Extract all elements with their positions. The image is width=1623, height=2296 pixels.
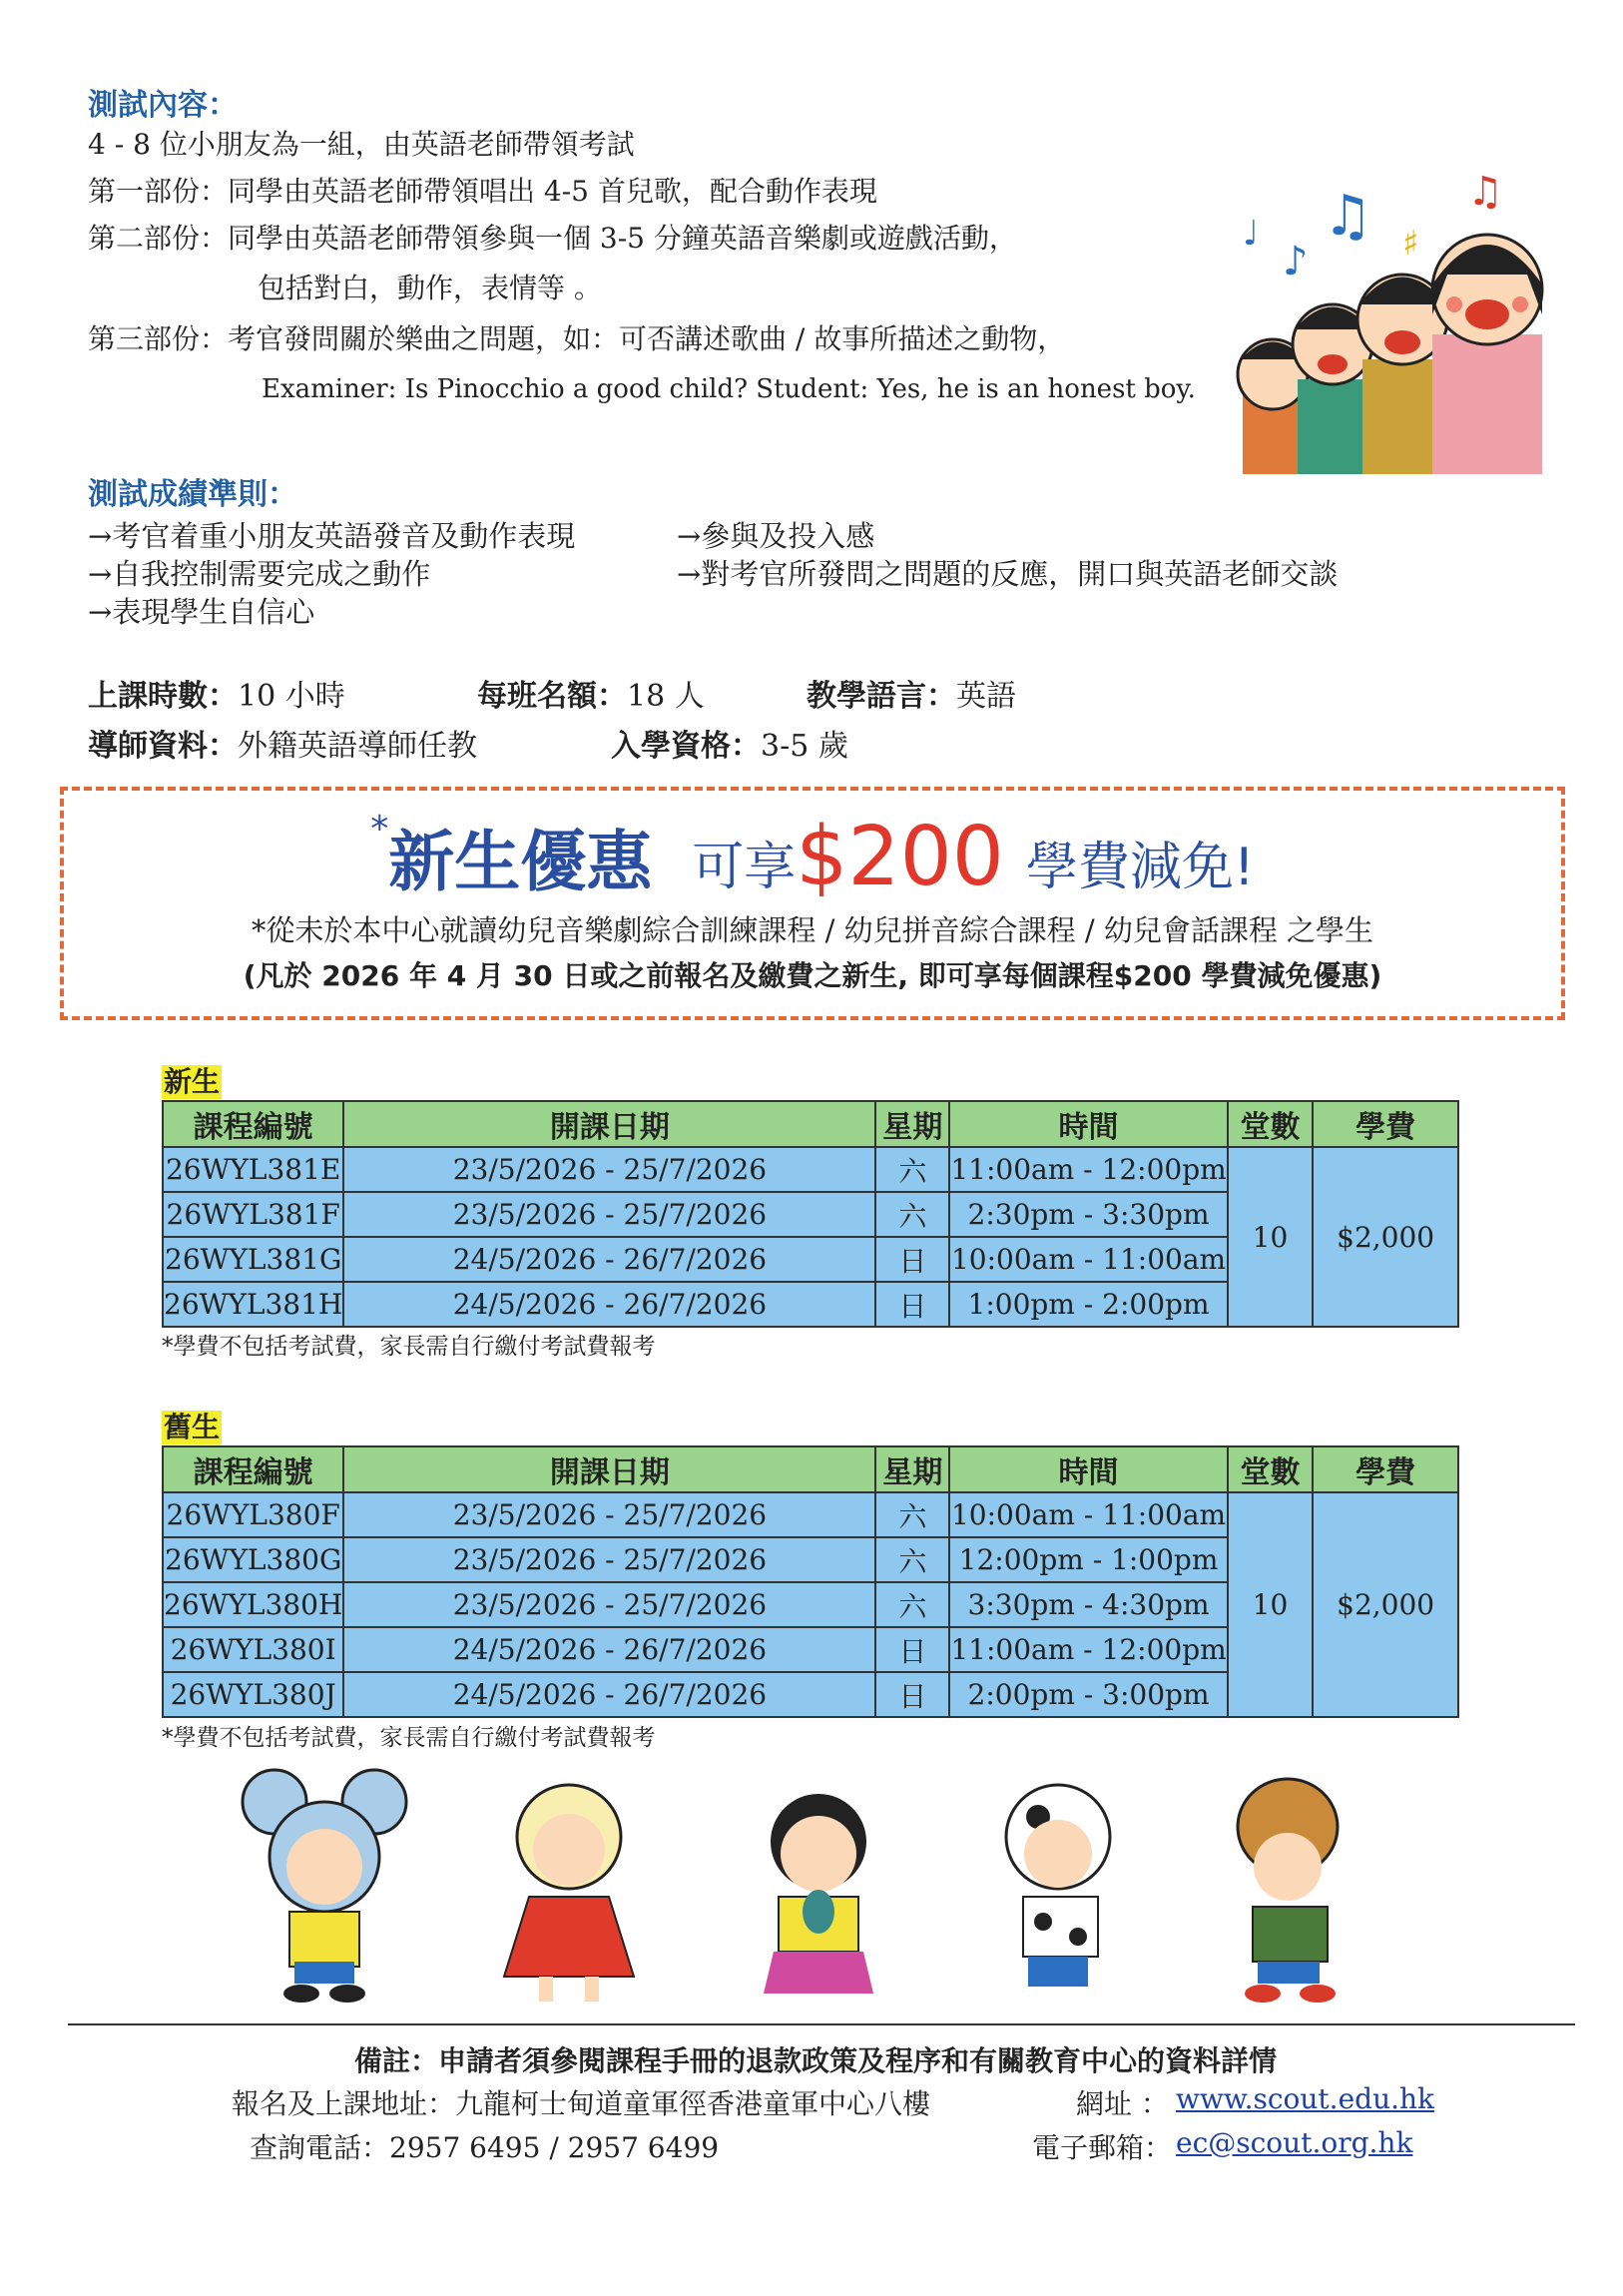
test-content-heading: 測試內容： <box>88 88 238 123</box>
age-info: 入學資格：3-5 歲 <box>611 729 848 764</box>
column-header: 時間 <box>949 1101 1227 1147</box>
course-time: 1:00pm - 2:00pm <box>949 1282 1227 1327</box>
course-time: 3:30pm - 4:30pm <box>949 1582 1227 1627</box>
course-dates: 23/5/2026 - 25/7/2026 <box>343 1582 875 1627</box>
fee-note: *學費不包括考試費，家長需自行繳付考試費報考 <box>162 1334 656 1360</box>
course-dates: 23/5/2026 - 25/7/2026 <box>343 1537 875 1582</box>
course-day: 日 <box>875 1282 949 1327</box>
column-header: 星期 <box>875 1101 949 1147</box>
course-dates: 24/5/2026 - 26/7/2026 <box>343 1672 875 1717</box>
column-header: 堂數 <box>1228 1446 1314 1492</box>
course-dates: 24/5/2026 - 26/7/2026 <box>343 1237 875 1282</box>
new-students-table <box>162 1100 1459 1328</box>
promo-subtitle: *從未於本中心就讀幼兒音樂劇綜合訓練課程 / 幼兒拼音綜合課程 / 幼兒會話課程 之學生 <box>251 913 1374 947</box>
course-code: 26WYL380H <box>163 1582 343 1627</box>
course-code: 26WYL381G <box>163 1237 343 1282</box>
course-dates: 24/5/2026 - 26/7/2026 <box>343 1282 875 1327</box>
sheep-costume-child <box>504 1785 634 2002</box>
test-part3: 第三部份：考官發問關於樂曲之問題，如：可否講述歌曲 / 故事所描述之動物， <box>88 322 1066 355</box>
footer-phone: 查詢電話：2957 6495 / 2957 6499 <box>250 2131 720 2164</box>
course-code: 26WYL380I <box>163 1627 343 1672</box>
table-row <box>163 1492 1458 1537</box>
criteria-item: →表現學生自信心 <box>88 595 315 629</box>
email-link[interactable]: ec@scout.org.hk <box>1176 2126 1413 2159</box>
promo-box <box>60 787 1565 1020</box>
penguin-puppet-child <box>764 1794 873 1994</box>
column-header: 時間 <box>949 1446 1227 1492</box>
sharp-icon: ♯ <box>1402 224 1419 264</box>
course-time: 2:00pm - 3:00pm <box>949 1672 1227 1717</box>
footer-divider <box>68 2023 1575 2025</box>
promo-note: (凡於 2026 年 4 月 30 日或之前報名及繳費之新生, 即可享每個課程$200 學費減免優惠) <box>243 959 1382 992</box>
course-dates: 23/5/2026 - 25/7/2026 <box>343 1147 875 1192</box>
course-code: 26WYL381F <box>163 1192 343 1237</box>
course-time: 10:00am - 11:00am <box>949 1492 1227 1537</box>
music-note-icon: ♫ <box>1467 169 1503 215</box>
course-day: 六 <box>875 1492 949 1537</box>
course-code: 26WYL381H <box>163 1282 343 1327</box>
course-code: 26WYL380J <box>163 1672 343 1717</box>
course-day: 六 <box>875 1192 949 1237</box>
course-time: 11:00am - 12:00pm <box>949 1627 1227 1672</box>
test-part1: 第一部份：同學由英語老師帶領唱出 4-5 首兒歌，配合動作表現 <box>88 175 877 208</box>
mouse-costume-child <box>243 1770 406 2003</box>
column-header: 開課日期 <box>343 1101 875 1147</box>
horse-costume-child <box>1238 1779 1338 2003</box>
column-header: 堂數 <box>1228 1101 1314 1147</box>
email-label: 電子郵箱： <box>1032 2131 1173 2164</box>
hours-info: 上課時數：10 小時 <box>88 679 345 714</box>
website-link[interactable]: www.scout.edu.hk <box>1176 2082 1434 2115</box>
course-code: 26WYL380G <box>163 1537 343 1582</box>
column-header: 開課日期 <box>343 1446 875 1492</box>
cow-costume-child <box>1006 1785 1110 1987</box>
music-note-icon: ♫ <box>1323 184 1373 249</box>
criteria-heading: 測試成績準則： <box>88 477 297 512</box>
table-row <box>163 1147 1458 1192</box>
table-header-row <box>163 1101 1458 1147</box>
course-code: 26WYL380F <box>163 1492 343 1537</box>
old-students-table <box>162 1445 1459 1718</box>
criteria-item: →對考官所發問之問題的反應，開口與英語老師交談 <box>677 557 1339 591</box>
quota-info: 每班名額：18 人 <box>477 679 705 714</box>
course-dates: 23/5/2026 - 25/7/2026 <box>343 1492 875 1537</box>
singing-children-illustration <box>1223 165 1552 474</box>
course-fee: $2,000 <box>1313 1147 1458 1327</box>
fee-note: *學費不包括考試費，家長需自行繳付考試費報考 <box>162 1725 656 1751</box>
music-note-icon: ♩ <box>1243 214 1260 254</box>
course-time: 12:00pm - 1:00pm <box>949 1537 1227 1582</box>
column-header: 課程編號 <box>163 1101 343 1147</box>
test-part2-cont: 包括對白，動作，表情等 。 <box>258 272 602 304</box>
column-header: 課程編號 <box>163 1446 343 1492</box>
test-part3-example: Examiner: Is Pinocchio a good child? Student: Yes, he is an honest boy. <box>262 374 1196 404</box>
footer-remark: 備註：申請者須參閱課程手冊的退款政策及程序和有關教育中心的資料詳情 <box>354 2044 1278 2077</box>
criteria-item: →參與及投入感 <box>677 519 875 553</box>
lesson-count: 10 <box>1228 1492 1314 1717</box>
lesson-count: 10 <box>1228 1147 1314 1327</box>
music-note-icon: ♪ <box>1283 239 1309 285</box>
course-day: 日 <box>875 1237 949 1282</box>
footer-address: 報名及上課地址：九龍柯士甸道童軍徑香港童軍中心八樓 <box>232 2087 931 2120</box>
tutor-info: 導師資料：外籍英語導師任教 <box>88 729 477 764</box>
course-time: 10:00am - 11:00am <box>949 1237 1227 1282</box>
criteria-item: →自我控制需要完成之動作 <box>88 557 431 591</box>
test-part2: 第二部份：同學由英語老師帶領參與一個 3-5 分鐘英語音樂劇或遊戲活動， <box>88 222 1017 255</box>
criteria-item: →考官着重小朋友英語發音及動作表現 <box>88 519 576 553</box>
old-students-tag: 舊生 <box>164 1411 221 1443</box>
new-students-tag: 新生 <box>164 1065 221 1098</box>
language-info: 教學語言：英語 <box>807 679 1016 714</box>
course-day: 日 <box>875 1627 949 1672</box>
column-header: 星期 <box>875 1446 949 1492</box>
promo-title: *新生優惠 可享$200 學費減免! <box>370 809 1255 904</box>
course-time: 2:30pm - 3:30pm <box>949 1192 1227 1237</box>
website-label: 網址 ： <box>1076 2087 1169 2120</box>
course-code: 26WYL381E <box>163 1147 343 1192</box>
course-dates: 24/5/2026 - 26/7/2026 <box>343 1627 875 1672</box>
course-fee: $2,000 <box>1313 1492 1458 1717</box>
test-group-line: 4 - 8 位小朋友為一組，由英語老師帶領考試 <box>88 128 635 161</box>
costumed-children-illustration <box>240 1762 1377 2007</box>
column-header: 學費 <box>1313 1101 1458 1147</box>
table-header-row <box>163 1446 1458 1492</box>
course-day: 六 <box>875 1537 949 1582</box>
course-day: 日 <box>875 1672 949 1717</box>
course-dates: 23/5/2026 - 25/7/2026 <box>343 1192 875 1237</box>
column-header: 學費 <box>1313 1446 1458 1492</box>
course-day: 六 <box>875 1147 949 1192</box>
course-time: 11:00am - 12:00pm <box>949 1147 1227 1192</box>
course-day: 六 <box>875 1582 949 1627</box>
